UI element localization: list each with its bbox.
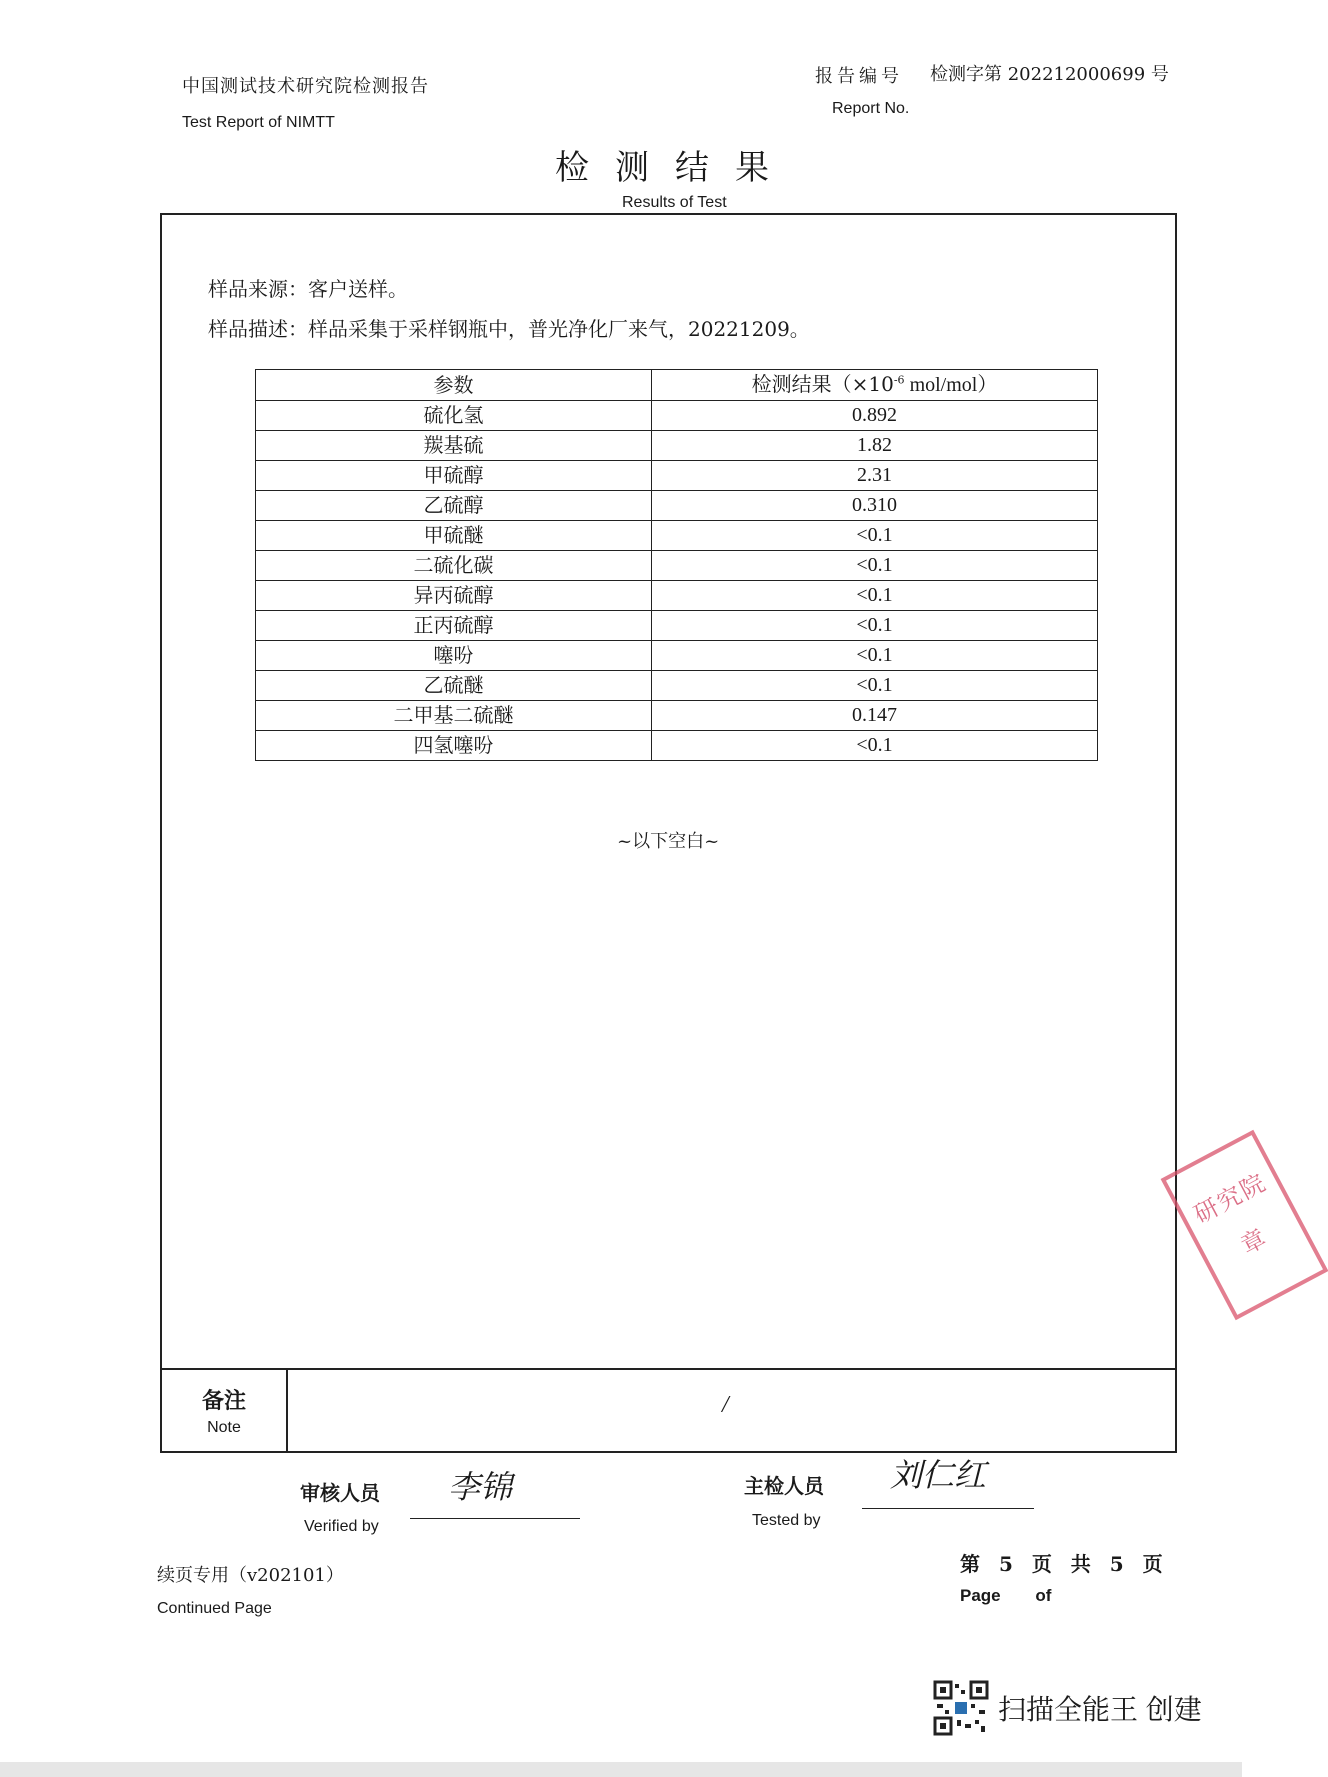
- verified-signature: 李锦: [448, 1468, 513, 1506]
- header-result: [652, 370, 1098, 401]
- param-cell: 羰基硫: [256, 431, 652, 461]
- tested-signature: 刘仁红: [890, 1456, 987, 1494]
- continued-page-label-en: Continued Page: [157, 1600, 272, 1617]
- scan-brand-text: 扫描全能王 创建: [998, 1694, 1202, 1725]
- sample-source: 样品来源：客户送样。: [208, 277, 408, 301]
- param-cell: 硫化氢: [256, 401, 652, 431]
- qr-code-icon: [933, 1680, 989, 1736]
- tested-label-en: Tested by: [752, 1512, 821, 1529]
- report-no-en: Report No.: [832, 100, 910, 117]
- table-row: [256, 581, 1098, 611]
- param-cell: 甲硫醇: [256, 461, 652, 491]
- bottom-strip: [0, 1762, 1242, 1777]
- tested-signature-line: [862, 1508, 1034, 1509]
- value-cell: 0.892: [652, 401, 1098, 431]
- header-result-exp: -6: [893, 373, 905, 387]
- table-row: [256, 641, 1098, 671]
- page-number-en: Page of: [960, 1586, 1052, 1605]
- param-cell: 异丙硫醇: [256, 581, 652, 611]
- header-result-prefix: 检测结果（×10: [751, 372, 894, 396]
- value-cell: <0.1: [652, 671, 1098, 701]
- value-cell: 1.82: [652, 431, 1098, 461]
- value-cell: <0.1: [652, 611, 1098, 641]
- param-cell: 噻吩: [256, 641, 652, 671]
- results-table: [255, 369, 1098, 761]
- verified-signature-line: [410, 1518, 580, 1519]
- sample-description: 样品描述：样品采集于采样钢瓶中，普光净化厂来气，20221209。: [208, 317, 810, 341]
- value-cell: <0.1: [652, 641, 1098, 671]
- official-stamp: [1161, 1130, 1328, 1321]
- value-cell: <0.1: [652, 521, 1098, 551]
- param-cell: 乙硫醇: [256, 491, 652, 521]
- report-no-value: 检测字第 202212000699 号: [930, 64, 1169, 85]
- page-number: 第 5 页 共 5 页: [960, 1552, 1169, 1576]
- value-cell: <0.1: [652, 581, 1098, 611]
- value-cell: 2.31: [652, 461, 1098, 491]
- value-cell: <0.1: [652, 551, 1098, 581]
- table-row: [256, 671, 1098, 701]
- header-param: 参数: [256, 370, 652, 401]
- table-row: [256, 431, 1098, 461]
- table-row: [256, 551, 1098, 581]
- stamp-text-line2: 章: [1236, 1223, 1271, 1260]
- org-title: 中国测试技术研究院检测报告: [182, 76, 429, 97]
- verified-label: 审核人员: [300, 1481, 380, 1505]
- param-cell: 二甲基二硫醚: [256, 701, 652, 731]
- param-cell: 正丙硫醇: [256, 611, 652, 641]
- param-cell: 甲硫醚: [256, 521, 652, 551]
- note-label-en: Note: [207, 1419, 241, 1436]
- table-row: [256, 491, 1098, 521]
- tested-label: 主检人员: [744, 1474, 824, 1498]
- table-row: [256, 401, 1098, 431]
- note-label-cell: [162, 1370, 288, 1453]
- table-row: [256, 731, 1098, 761]
- table-row: [256, 611, 1098, 641]
- param-cell: 四氢噻吩: [256, 731, 652, 761]
- value-cell: 0.147: [652, 701, 1098, 731]
- value-cell: <0.1: [652, 731, 1098, 761]
- continued-page-label: 续页专用（v202101）: [157, 1565, 344, 1586]
- stamp-text-line1: 研究院: [1189, 1167, 1272, 1230]
- org-title-en: Test Report of NIMTT: [182, 114, 335, 131]
- note-value: /: [722, 1392, 729, 1418]
- scan-watermark: [0, 1660, 1242, 1777]
- report-frame: [160, 213, 1272, 1453]
- verified-label-en: Verified by: [304, 1518, 379, 1535]
- value-cell: 0.310: [652, 491, 1098, 521]
- param-cell: 二硫化碳: [256, 551, 652, 581]
- note-label: 备注: [201, 1388, 246, 1414]
- table-row: [256, 521, 1098, 551]
- note-row: [162, 1368, 1175, 1453]
- table-row: [256, 461, 1098, 491]
- header-result-suffix: mol/mol）: [904, 374, 998, 396]
- table-header-row: [256, 370, 1098, 401]
- blank-below-mark: ~以下空白~: [617, 831, 720, 852]
- report-no-label: 报告编号: [815, 66, 903, 87]
- param-cell: 乙硫醚: [256, 671, 652, 701]
- table-row: [256, 701, 1098, 731]
- page-title: 检测结果: [555, 148, 795, 188]
- page-title-en: Results of Test: [622, 194, 727, 211]
